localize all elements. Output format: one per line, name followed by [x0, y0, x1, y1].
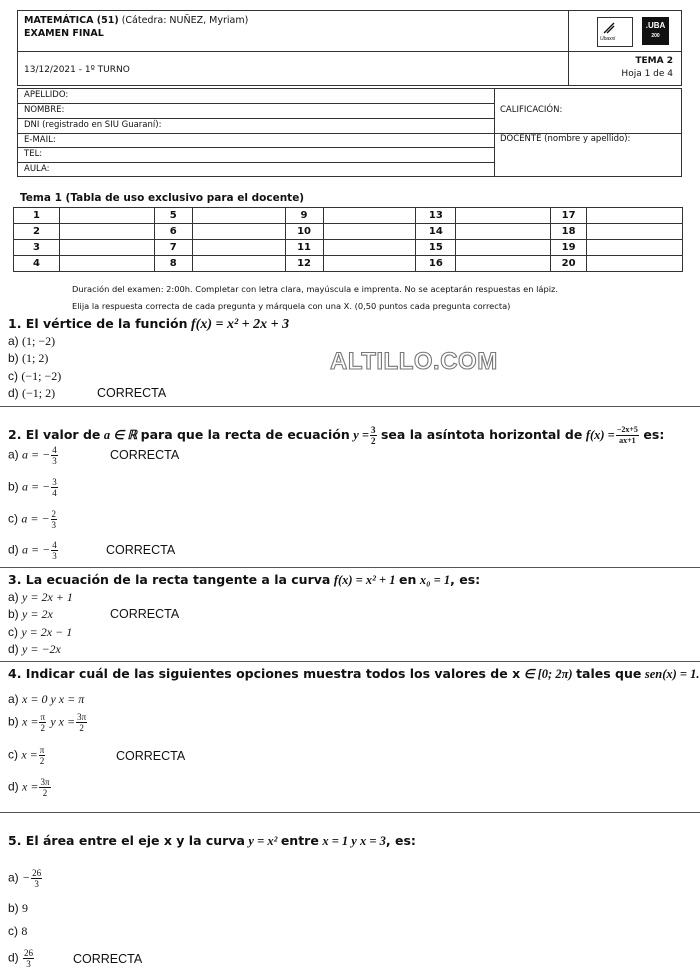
watermark: ALTILLO.COM	[330, 348, 498, 375]
denominator: 3	[52, 551, 57, 561]
question-number: 17	[551, 208, 587, 224]
fraction	[51, 477, 58, 498]
answer-cell[interactable]	[587, 224, 683, 240]
field-tel[interactable]: TEL:	[24, 149, 43, 159]
question-text: tales que	[576, 666, 642, 681]
option-math: x = 0 y x = π	[22, 692, 85, 706]
answer-cell[interactable]	[59, 240, 154, 256]
answer-cell[interactable]	[59, 256, 154, 272]
question-number: 3	[14, 240, 60, 256]
question-math: a ∈ ℝ	[103, 427, 138, 442]
option-5d[interactable]	[8, 948, 35, 969]
option-4a[interactable]	[8, 692, 84, 707]
question-number: 2	[14, 224, 60, 240]
separator	[0, 567, 700, 568]
question-text: para que la recta de ecuación	[140, 426, 350, 442]
page-count: Hoja 1 de 4	[621, 69, 673, 79]
grading-row	[14, 224, 683, 240]
option-letter: a)	[8, 692, 19, 706]
denominator: 3	[26, 959, 31, 969]
option-4c[interactable]	[8, 745, 46, 766]
question-text: 1. El vértice de la función	[8, 316, 188, 331]
answer-cell[interactable]	[587, 208, 683, 224]
question-number: 6	[154, 224, 192, 240]
option-letter: b)	[8, 351, 19, 365]
option-math: x =	[21, 747, 38, 762]
denominator: 2	[40, 723, 45, 733]
fraction	[51, 509, 58, 530]
field-dni[interactable]: DNI (registrado en SIU Guaraní):	[24, 120, 162, 130]
question-math: x = 1 y x = 3	[322, 834, 386, 848]
question-text: , es:	[450, 572, 481, 587]
option-4b[interactable]	[8, 712, 88, 733]
question-number: 11	[285, 240, 323, 256]
option-math: (−1; 2)	[22, 386, 56, 400]
answer-cell[interactable]	[587, 240, 683, 256]
question-number: 19	[551, 240, 587, 256]
exam-type: EXAMEN FINAL	[24, 28, 104, 39]
grading-row	[14, 208, 683, 224]
question-number: 5	[154, 208, 192, 224]
ubaxxi-logo	[597, 17, 633, 47]
correct-mark: CORRECTA	[73, 952, 143, 966]
option-value: 8	[21, 924, 28, 938]
uba-logo	[642, 17, 669, 45]
instructions-answer: Elija la respuesta correcta de cada pregunta y márquela con una X. (0,50 puntos cada pregunta correcta)	[72, 301, 511, 311]
answer-cell[interactable]	[192, 256, 285, 272]
question-number: 13	[416, 208, 456, 224]
answer-cell[interactable]	[456, 256, 551, 272]
question-number: 15	[416, 240, 456, 256]
fraction	[23, 948, 34, 969]
numerator: 3π	[77, 712, 87, 722]
question-math: f(x) =	[585, 427, 615, 442]
course-name: MATEMÁTICA (51)	[24, 15, 119, 26]
denominator: 3	[51, 520, 57, 530]
question-math: sen(x) = 1.	[644, 667, 700, 681]
student-info-box	[17, 88, 682, 177]
separator	[0, 812, 700, 813]
separator	[0, 406, 700, 407]
option-1a[interactable]	[8, 334, 55, 349]
option-1d[interactable]	[8, 386, 55, 401]
grading-table	[13, 207, 683, 272]
option-letter: b)	[8, 479, 19, 494]
option-math: a = −	[22, 479, 51, 494]
fraction	[51, 445, 58, 466]
question-number: 7	[154, 240, 192, 256]
course-chair: (Cátedra: NUÑEZ, Myriam)	[121, 15, 249, 26]
logo-caption: Ubaxxi	[600, 36, 616, 42]
option-letter: d)	[8, 642, 19, 656]
question-5	[8, 833, 416, 849]
fraction	[39, 745, 46, 766]
question-number: 16	[416, 256, 456, 272]
tema-info	[621, 55, 673, 81]
option-value: 9	[22, 901, 29, 915]
denominator: ax+1	[619, 436, 636, 445]
option-5a[interactable]	[8, 868, 43, 889]
option-letter: d)	[8, 779, 19, 794]
option-2a[interactable]	[8, 445, 59, 466]
option-letter: c)	[8, 625, 18, 639]
numerator: π	[40, 712, 45, 722]
question-number: 14	[416, 224, 456, 240]
question-text: 3. La ecuación de la recta tangente a la curva	[8, 572, 331, 587]
answer-cell[interactable]	[323, 240, 416, 256]
numerator: 4	[52, 540, 57, 550]
question-number: 9	[285, 208, 323, 224]
option-letter: b)	[8, 901, 19, 915]
option-4d[interactable]	[8, 777, 52, 798]
question-text: , es:	[385, 833, 416, 848]
option-math: (1; −2)	[22, 334, 56, 348]
option-letter: d)	[8, 386, 19, 400]
option-3d[interactable]	[8, 642, 61, 657]
option-letter: a)	[8, 870, 19, 885]
instructions-duration: Duración del examen: 2:00h. Completar con letra clara, mayúscula e imprenta. No se aceptarán respuestas en lápiz.	[72, 284, 559, 294]
divider	[568, 11, 569, 85]
field-calificacion[interactable]: CALIFICACIÓN:	[500, 105, 563, 115]
numerator: 3	[371, 425, 376, 435]
question-text: 2. El valor de	[8, 426, 101, 442]
option-1c[interactable]	[8, 369, 61, 384]
option-math: y = 2x + 1	[22, 590, 73, 604]
question-math: f(x) = x² + 2x + 3	[191, 317, 290, 332]
fraction	[76, 712, 87, 733]
question-number: 20	[551, 256, 587, 272]
question-number: 10	[285, 224, 323, 240]
denominator: 2	[79, 723, 84, 733]
answer-cell[interactable]	[456, 208, 551, 224]
option-letter: a)	[8, 590, 19, 604]
correct-mark: CORRECTA	[110, 448, 180, 462]
answer-cell[interactable]	[323, 208, 416, 224]
correct-mark: CORRECTA	[110, 607, 180, 621]
numerator: 3π	[40, 777, 50, 787]
option-math: y x =	[50, 714, 76, 729]
field-apellido[interactable]: APELLIDO:	[24, 90, 69, 100]
answer-cell[interactable]	[323, 224, 416, 240]
question-3	[8, 572, 480, 588]
answer-cell[interactable]	[192, 240, 285, 256]
answer-cell[interactable]	[192, 224, 285, 240]
answer-cell[interactable]	[59, 208, 154, 224]
numerator: 2	[51, 509, 57, 519]
option-letter: b)	[8, 607, 19, 621]
answer-cell[interactable]	[456, 224, 551, 240]
grading-row	[14, 256, 683, 272]
option-math: −	[22, 870, 31, 885]
option-letter: d)	[8, 542, 19, 557]
numerator: 26	[24, 948, 34, 958]
uba-year: 200	[651, 33, 660, 39]
grading-table-title: Tema 1 (Tabla de uso exclusivo para el docente)	[20, 192, 305, 204]
question-number: 12	[285, 256, 323, 272]
numerator: −2x+5	[616, 425, 638, 434]
option-letter: a)	[8, 447, 19, 462]
divider	[18, 162, 494, 163]
option-letter: b)	[8, 714, 19, 729]
question-1	[8, 316, 289, 333]
question-text: es:	[643, 426, 665, 442]
option-5b[interactable]	[8, 901, 28, 916]
option-math: (−1; −2)	[21, 369, 62, 383]
divider	[18, 51, 681, 52]
question-number: 18	[551, 224, 587, 240]
correct-mark: CORRECTA	[106, 543, 176, 557]
field-nombre[interactable]: NOMBRE:	[24, 105, 65, 115]
numerator: 3	[52, 477, 57, 487]
fraction	[616, 425, 639, 446]
option-math: y = 2x − 1	[21, 625, 73, 639]
question-number: 4	[14, 256, 60, 272]
option-math: x =	[22, 714, 39, 729]
correct-mark: CORRECTA	[116, 749, 186, 763]
denominator: 3	[52, 456, 57, 466]
divider	[18, 118, 494, 119]
course-info	[24, 14, 248, 40]
correct-mark: CORRECTA	[97, 386, 167, 400]
question-2	[8, 425, 664, 446]
option-math: y = −2x	[22, 642, 61, 656]
option-2d[interactable]	[8, 540, 59, 561]
option-2b[interactable]	[8, 477, 59, 498]
field-email[interactable]: E-MAIL:	[24, 135, 56, 145]
answer-cell[interactable]	[192, 208, 285, 224]
answer-cell[interactable]	[323, 256, 416, 272]
tema-label: TEMA 2	[635, 56, 673, 66]
question-math: f(x) = x² + 1	[333, 573, 396, 587]
question-math: x₀ = 1	[419, 573, 451, 587]
denominator: 3	[34, 879, 39, 889]
option-letter: c)	[8, 369, 18, 383]
option-math: y = 2x	[22, 607, 53, 621]
option-3a[interactable]	[8, 590, 73, 605]
field-docente[interactable]: DOCENTE (nombre y apellido):	[500, 134, 631, 144]
numerator: π	[39, 745, 45, 755]
option-3b[interactable]	[8, 607, 53, 622]
fraction	[39, 712, 46, 733]
option-5c[interactable]	[8, 924, 27, 939]
option-2c[interactable]	[8, 509, 58, 530]
option-letter: d)	[8, 950, 19, 965]
fraction	[31, 868, 42, 889]
question-number: 1	[14, 208, 60, 224]
numerator: 26	[32, 868, 42, 878]
question-math: y =	[353, 427, 369, 442]
exam-header	[17, 10, 682, 86]
denominator: 2	[39, 756, 45, 766]
answer-cell[interactable]	[587, 256, 683, 272]
option-3c[interactable]	[8, 625, 72, 640]
question-text: entre	[280, 833, 319, 848]
divider	[18, 147, 494, 148]
question-text: en	[399, 572, 417, 587]
option-math: a = −	[21, 511, 50, 526]
ubaxxi-mark-icon	[602, 21, 616, 35]
separator	[0, 661, 700, 662]
question-text: sea la asíntota horizontal de	[380, 426, 583, 442]
option-letter: a)	[8, 334, 19, 348]
divider	[18, 133, 494, 134]
grading-row	[14, 240, 683, 256]
option-math: x =	[22, 779, 39, 794]
denominator: 4	[52, 488, 57, 498]
exam-date: 13/12/2021 - 1º TURNO	[24, 65, 130, 75]
numerator: 4	[52, 445, 57, 455]
fraction	[39, 777, 50, 798]
question-number: 8	[154, 256, 192, 272]
divider	[18, 103, 494, 104]
denominator: 2	[42, 788, 48, 798]
question-text: 5. El área entre el eje x y la curva	[8, 833, 245, 848]
option-math: (1; 2)	[22, 351, 49, 365]
answer-cell[interactable]	[59, 224, 154, 240]
field-aula[interactable]: AULA:	[24, 164, 50, 174]
option-letter: c)	[8, 924, 18, 938]
fraction	[370, 425, 377, 446]
option-letter: c)	[8, 747, 18, 762]
option-math: a = −	[22, 542, 51, 557]
uba-text: .UBA	[645, 21, 666, 30]
fraction	[51, 540, 58, 561]
question-math: y = x²	[248, 834, 278, 848]
question-math: ∈ [0; 2π)	[523, 667, 573, 681]
option-1b[interactable]	[8, 351, 48, 366]
answer-cell[interactable]	[456, 240, 551, 256]
option-letter: c)	[8, 511, 18, 526]
question-4	[8, 666, 700, 682]
denominator: 2	[371, 436, 376, 446]
option-math: a = −	[22, 447, 51, 462]
question-text: 4. Indicar cuál de las siguientes opciones muestra todos los valores de x	[8, 666, 521, 681]
